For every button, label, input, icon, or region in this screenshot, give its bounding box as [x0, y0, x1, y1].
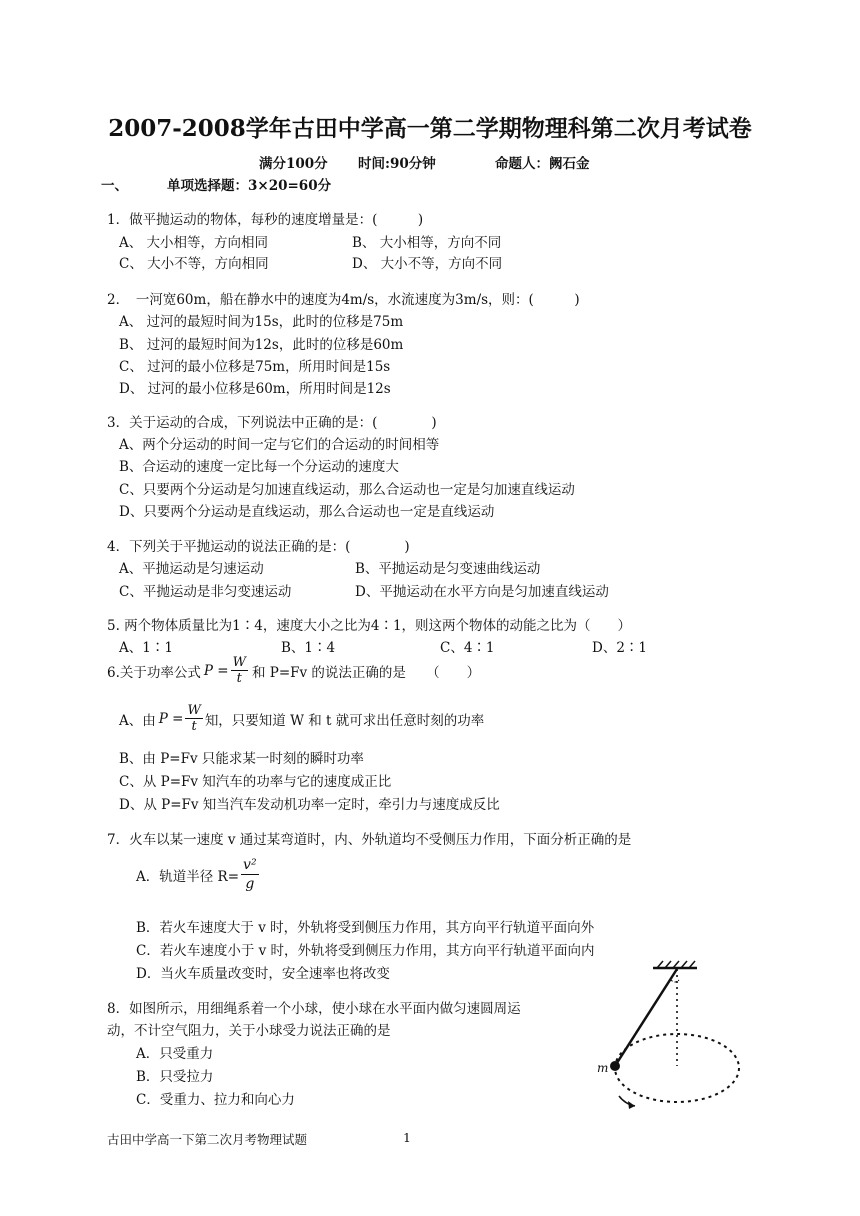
- exam-title: 2007-2008学年古田中学高一第二学期物理科第二次月考试卷: [108, 115, 752, 142]
- question-4-stem: 4．下列关于平抛运动的说法正确的是：( ): [107, 539, 410, 555]
- question-4-option-b: B、平抛运动是匀变速曲线运动: [355, 561, 541, 577]
- section-number: 一、: [101, 178, 128, 194]
- formula-numerator: W: [232, 655, 246, 670]
- question-1-option-a: A、 大小相等，方向相同: [119, 235, 269, 251]
- option-a-formula-fraction: [185, 703, 202, 734]
- question-7-option-c: C．若火车速度小于 v 时，外轨将受到侧压力作用，其方向平行轨道平面向内: [136, 943, 595, 959]
- question-3-option-c: C、只要两个分运动是匀加速直线运动，那么合运动也一定是匀加速直线运动: [119, 482, 575, 498]
- question-5-option-a: A、1∶1: [119, 640, 173, 656]
- question-6-option-a: [119, 703, 484, 734]
- question-8-option-a: A．只受重力: [136, 1046, 214, 1062]
- mass-label: m: [597, 1061, 609, 1075]
- question-1-option-c: C、 大小不等，方向相同: [119, 256, 269, 272]
- option-a-pre: A、由: [119, 712, 156, 729]
- option-a-fraction: [241, 856, 259, 893]
- question-4-option-d: D、平抛运动在水平方向是匀加速直线运动: [355, 584, 609, 600]
- formula-denominator: t: [191, 719, 197, 734]
- question-7-option-d: D．当火车质量改变时，安全速率也将改变: [136, 966, 390, 982]
- question-5-option-b: B、1∶4: [281, 640, 336, 656]
- question-6-formula-fraction: [231, 655, 248, 686]
- question-7-option-a: [136, 856, 261, 893]
- string: [615, 969, 677, 1066]
- page-number: 1: [403, 1130, 411, 1145]
- question-3-option-d: D、只要两个分运动是直线运动，那么合运动也一定是直线运动: [119, 504, 495, 520]
- exam-author: 命题人：阙石金: [495, 156, 590, 172]
- exam-time: 时间:90分钟: [358, 156, 436, 172]
- question-5-option-c: C、4∶1: [440, 640, 495, 656]
- fraction-numerator: v²: [243, 857, 257, 873]
- question-2-stem: 2． 一河宽60m，船在静水中的速度为4m/s，水流速度为3m/s，则：( ): [107, 292, 580, 308]
- question-8-stem-line-2: 动，不计空气阻力，关于小球受力说法正确的是: [107, 1023, 391, 1039]
- question-3-option-b: B、合运动的速度一定比每一个分运动的速度大: [119, 459, 399, 475]
- question-7-option-b: B．若火车速度大于 v 时，外轨将受到侧压力作用，其方向平行轨道平面向外: [136, 920, 595, 936]
- question-4-option-a: A、平抛运动是匀速运动: [119, 561, 264, 577]
- orbit-ellipse: [615, 1034, 739, 1102]
- question-4-option-c: C、平抛运动是非匀变速运动: [119, 584, 292, 600]
- question-5-option-d: D、2∶1: [592, 640, 648, 656]
- question-6-stem-post: 和 P=Fv 的说法正确的是 （ ）: [251, 664, 481, 681]
- question-6-formula-lhs: P =: [203, 662, 229, 679]
- option-a-formula-lhs: P =: [158, 710, 184, 727]
- footer-text: 古田中学高一下第二次月考物理试题: [107, 1132, 308, 1147]
- question-1-option-d: D、 大小不等，方向不同: [352, 256, 503, 272]
- question-2-option-c: C、 过河的最小位移是75m，所用时间是15s: [119, 359, 391, 375]
- question-8-option-b: B．只受拉力: [136, 1069, 214, 1085]
- option-a-label: A．轨道半径 R=: [136, 868, 240, 885]
- question-2-option-b: B、 过河的最短时间为12s，此时的位移是60m: [119, 337, 404, 353]
- formula-numerator: W: [187, 703, 201, 718]
- section-label: 单项选择题：3×20=60分: [167, 178, 332, 194]
- question-6-stem: [107, 655, 480, 686]
- question-1-stem: 1．做平抛运动的物体，每秒的速度增量是：( ): [107, 212, 424, 228]
- question-7-stem: 7．火车以某一速度 v 通过某弯道时，内、外轨道均不受侧压力作用，下面分析正确的是: [107, 832, 632, 848]
- ball: [610, 1061, 620, 1071]
- question-2-option-a: A、 过河的最短时间为15s，此时的位移是75m: [119, 314, 404, 330]
- question-6-option-c: C、从 P=Fv 知汽车的功率与它的速度成正比: [119, 774, 392, 790]
- question-1-option-b: B、 大小相等，方向不同: [352, 235, 502, 251]
- question-3-stem: 3．关于运动的合成，下列说法中正确的是：( ): [107, 415, 437, 431]
- question-2-option-d: D、 过河的最小位移是60m，所用时间是12s: [119, 381, 391, 397]
- question-8-stem-line-1: 8．如图所示，用细绳系着一个小球，使小球在水平面内做匀速圆周运: [107, 1001, 521, 1017]
- full-score: 满分100分: [259, 156, 328, 172]
- formula-denominator: t: [236, 671, 242, 686]
- question-5-stem: 5. 两个物体质量比为1∶4，速度大小之比为4∶1，则这两个物体的动能之比为（ ）: [107, 618, 632, 634]
- question-8-option-c: C．受重力、拉力和向心力: [136, 1092, 295, 1108]
- fraction-denominator: g: [245, 876, 255, 892]
- question-6-option-d: D、从 P=Fv 知当汽车发动机功率一定时，牵引力与速度成反比: [119, 797, 500, 813]
- question-3-option-a: A、两个分运动的时间一定与它们的合运动的时间相等: [119, 437, 440, 453]
- option-a-post: 知，只要知道 W 和 t 就可求出任意时刻的功率: [204, 712, 485, 729]
- conical-pendulum-figure: [585, 958, 760, 1118]
- question-6-option-b: B、由 P=Fv 只能求某一时刻的瞬时功率: [119, 751, 364, 767]
- question-6-stem-pre: 6.关于功率公式: [107, 664, 201, 681]
